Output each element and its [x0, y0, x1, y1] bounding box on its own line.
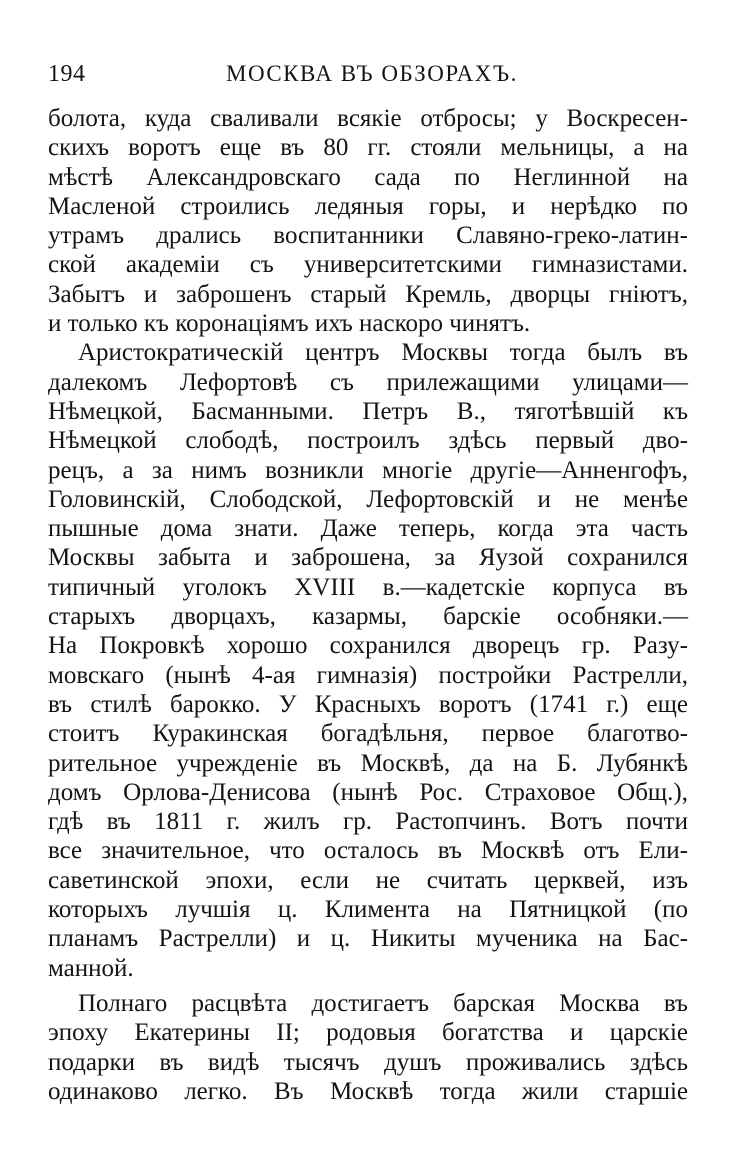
text-line: далекомъ Лефортовѣ съ прилежащими улицами—: [48, 368, 688, 396]
text-line: Нѣмецкой слободѣ, построилъ здѣсь первый дво-: [48, 427, 688, 455]
text-line: рительное учрежденіе въ Москвѣ, да на Б. Лубянкѣ: [48, 749, 688, 777]
text-line: эпоху Екатерины II; родовыя богатства и царскіе: [48, 1019, 688, 1047]
text-line: Нѣмецкой, Басманными. Петръ В., тяготѣвшій къ: [48, 397, 688, 425]
text-line: болота, куда сваливали всякіе отбросы; у Воскресен-: [48, 105, 688, 132]
text-line: На Покровкѣ хорошо сохранился дворецъ гр. Разу-: [48, 632, 688, 660]
text-line: мовскаго (нынѣ 4-ая гимназія) постройки Растрелли,: [48, 661, 688, 689]
text-line: и только къ коронаціямъ ихъ наскоро чинятъ.: [48, 310, 531, 338]
text-line: планамъ Растрелли) и ц. Никиты мученика на Бас-: [48, 925, 688, 953]
text-line: рецъ, а за нимъ возникли многіе другіе—Анненгофъ,: [48, 456, 688, 484]
text-line: которыхъ лучшія ц. Климента на Пятницкой (по: [48, 896, 688, 924]
text-line: одинаково легко. Въ Москвѣ тогда жили старшіе: [48, 1077, 688, 1105]
text-line: пышные дома знати. Даже теперь, когда эта часть: [48, 515, 688, 543]
running-title: МОСКВА ВЪ ОБЗОРАХЪ.: [226, 61, 518, 86]
text-line: Забытъ и заброшенъ старый Кремль, дворцы гніютъ,: [48, 280, 688, 308]
text-line: утрамъ дрались воспитанники Славяно-греко-латин-: [48, 222, 688, 250]
text-line: все значительное, что осталось въ Москвѣ отъ Ели-: [48, 837, 688, 865]
text-line: старыхъ дворцахъ, казармы, барскіе особняки.—: [48, 603, 688, 631]
paragraph-3: [48, 989, 688, 1106]
text-line: Полнаго расцвѣта достигаетъ барская Москва въ: [78, 989, 688, 1017]
text-line: саветинской эпохи, если не считать церквей, изъ: [48, 866, 688, 894]
text-line: въ стилѣ барокко. У Красныхъ воротъ (1741 г.) еще: [48, 690, 688, 718]
text-line: Головинскій, Слободской, Лефортовскій и не менѣе: [48, 485, 688, 513]
paragraph-2: [48, 338, 688, 983]
running-head: [48, 58, 688, 90]
text-line: Аристократическій центръ Москвы тогда былъ въ: [78, 339, 688, 367]
text-line: стоитъ Куракинская богадѣльня, первое благотво-: [48, 720, 688, 748]
text-line: типичный уголокъ XVIII в.—кадетскіе корпуса въ: [48, 573, 688, 601]
text-line: манной.: [48, 954, 134, 982]
page-number: 194: [48, 61, 86, 87]
text-line: скихъ воротъ еще въ 80 гг. стояли мельницы, а на: [48, 134, 688, 162]
text-line: домъ Орлова-Денисова (нынѣ Рос. Страховое Общ.),: [48, 778, 688, 806]
paragraph-1: [48, 104, 688, 338]
text-line: Москвы забыта и заброшена, за Яузой сохранился: [48, 544, 688, 572]
text-line: мѣстѣ Александровскаго сада по Неглинной на: [48, 163, 688, 191]
text-line: ской академіи съ университетскими гимназистами.: [48, 251, 688, 279]
text-line: Масленой строились ледяныя горы, и нерѣдко по: [48, 192, 688, 220]
text-line: подарки въ видѣ тысячъ душъ проживались здѣсь: [48, 1048, 688, 1076]
body-text: [48, 104, 688, 1106]
text-line: гдѣ въ 1811 г. жилъ гр. Растопчинъ. Вотъ почти: [48, 808, 688, 836]
